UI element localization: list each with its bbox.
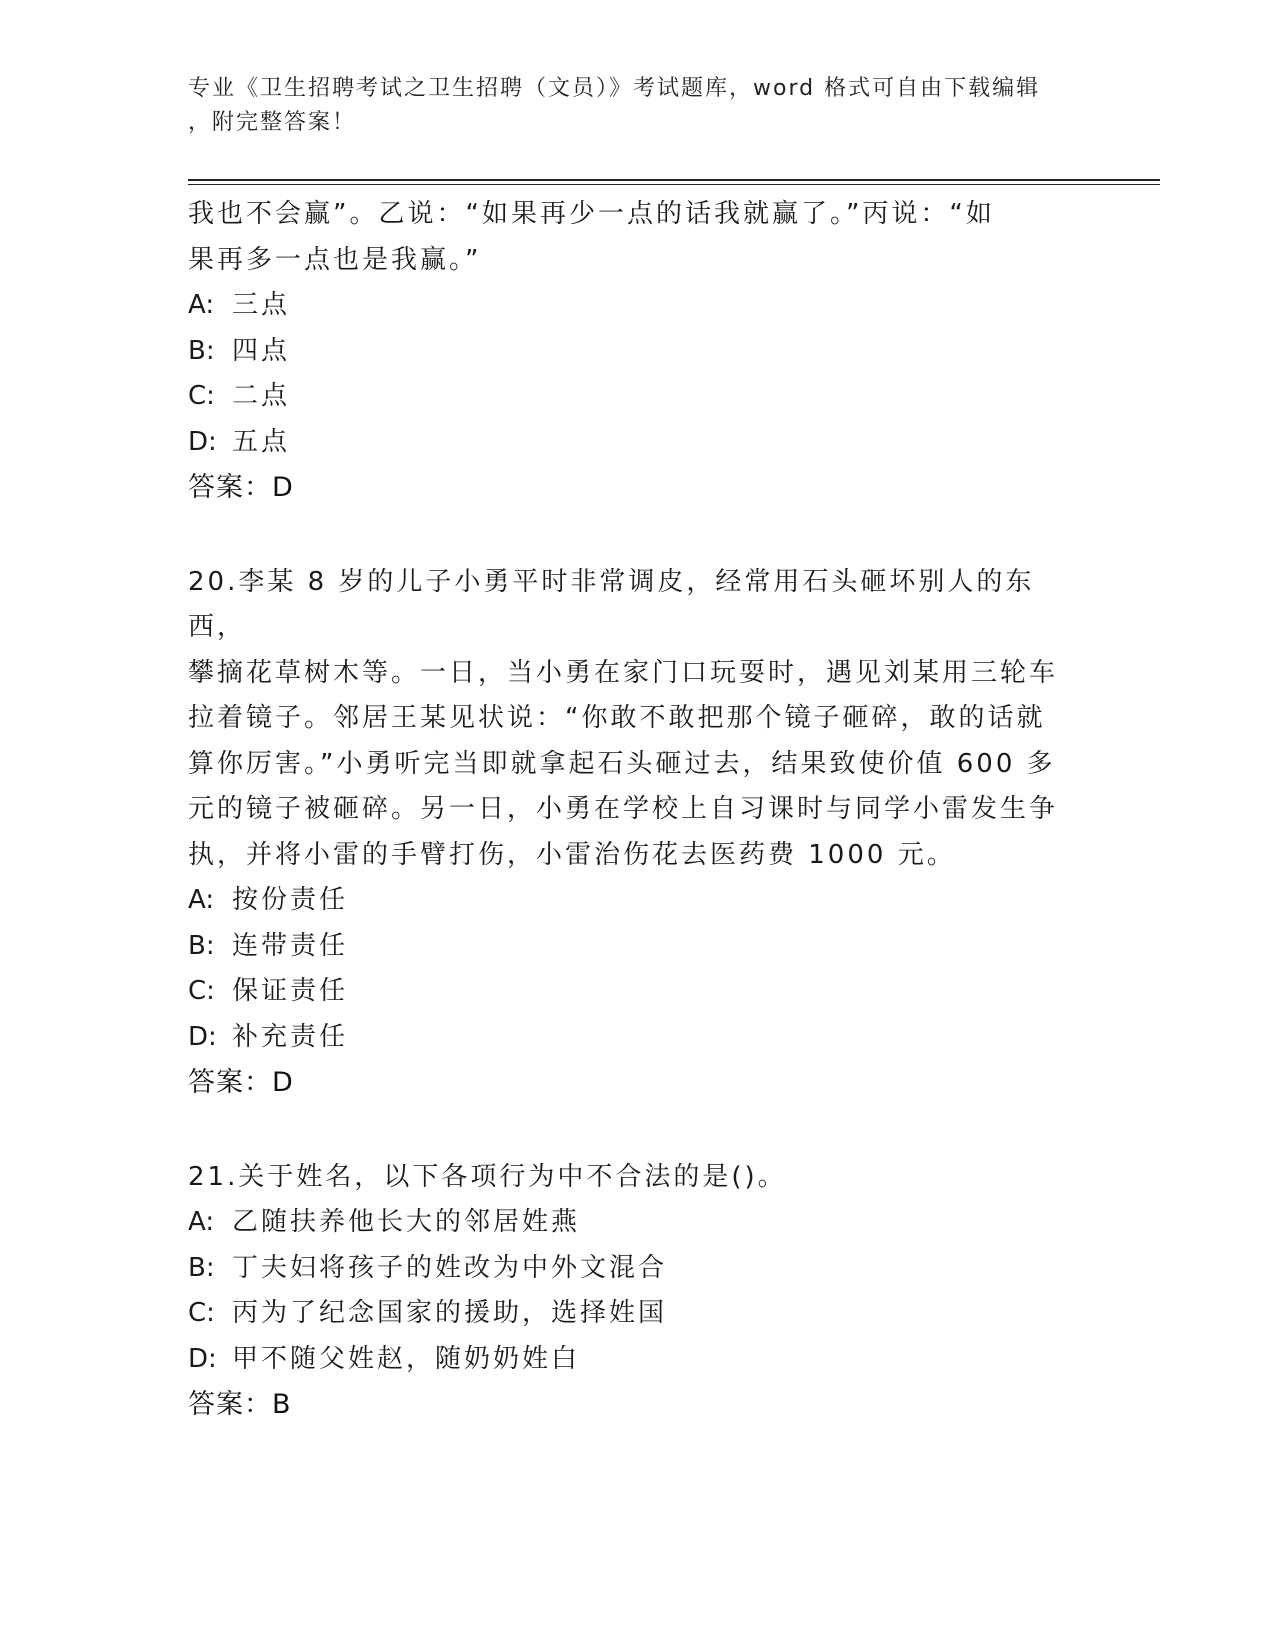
question-text-line: 果再多一点也是我赢。” (188, 244, 482, 275)
document-body (188, 188, 1068, 1428)
option-d (188, 1015, 1068, 1061)
answer-line: 答案：D (188, 472, 294, 503)
option-letter: B: (188, 335, 215, 366)
question-19 (188, 188, 1068, 511)
option-b (188, 1246, 1068, 1292)
option-c (188, 1291, 1068, 1337)
option-letter: C: (188, 381, 215, 411)
question-text-line: 21.关于姓名，以下各项行为中不合法的是()。 (188, 1161, 787, 1192)
option-letter: D: (188, 1343, 217, 1374)
option-text: 连带责任 (232, 930, 349, 961)
question-text-line: 20.李某 8 岁的儿子小勇平时非常调皮，经常用石头砸坏别人的东西， (188, 566, 1035, 642)
question-text-line: 攀摘花草树木等。一日，当小勇在家门口玩耍时，遇见刘某用三轮车 (188, 657, 1059, 688)
spacer (188, 1106, 1068, 1151)
answer-line: 答案：B (188, 1389, 292, 1420)
header-line-1: 专业《卫生招聘考试之卫生招聘（文员）》考试题库，word 格式可自由下载编辑 (188, 76, 1041, 101)
option-d (188, 420, 1068, 466)
option-text: 丁夫妇将孩子的姓改为中外文混合 (232, 1252, 668, 1283)
option-a (188, 1200, 1068, 1246)
document-header (188, 72, 1068, 140)
option-text: 乙随扶养他长大的邻居姓燕 (232, 1207, 581, 1237)
option-letter: C: (188, 1298, 215, 1328)
option-letter: A: (188, 290, 215, 320)
question-text-line: 我也不会赢”。乙说：“如果再少一点的话我就赢了。”丙说：“如 (188, 199, 995, 229)
option-letter: B: (188, 930, 215, 961)
option-b (188, 329, 1068, 375)
question-text-line: 执，并将小雷的手臂打伤，小雷治伤花去医药费 1000 元。 (188, 839, 956, 870)
question-text (188, 1151, 1068, 1201)
option-c (188, 374, 1068, 420)
option-text: 保证责任 (232, 976, 349, 1006)
option-letter: C: (188, 976, 215, 1006)
header-rule-thin (188, 184, 1160, 185)
option-d (188, 1337, 1068, 1383)
option-text: 丙为了纪念国家的援助，选择姓国 (232, 1298, 668, 1328)
question-text (188, 556, 1068, 879)
option-letter: D: (188, 1021, 217, 1052)
answer-line: 答案：D (188, 1067, 294, 1098)
spacer (188, 511, 1068, 556)
header-rule-thick (188, 179, 1160, 181)
option-text: 按份责任 (232, 885, 349, 915)
option-text: 甲不随父姓赵，随奶奶姓白 (232, 1343, 581, 1374)
option-c (188, 969, 1068, 1015)
option-b (188, 924, 1068, 970)
option-a (188, 283, 1068, 329)
option-text: 四点 (232, 335, 291, 366)
question-text-line: 拉着镜子。邻居王某见状说：“你敢不敢把那个镜子砸碎，敢的话就 (188, 703, 1046, 733)
question-text-line: 算你厉害。”小勇听完当即就拿起石头砸过去，结果致使价值 600 多 (188, 748, 1056, 779)
question-text-line: 元的镜子被砸碎。另一日，小勇在学校上自习课时与同学小雷发生争 (188, 794, 1059, 824)
question-21 (188, 1151, 1068, 1428)
option-text: 二点 (232, 381, 291, 411)
option-letter: D: (188, 426, 217, 457)
option-text: 三点 (232, 290, 291, 320)
option-a (188, 878, 1068, 924)
question-text (188, 188, 1068, 283)
question-20 (188, 556, 1068, 1106)
header-line-2: ，附完整答案！ (188, 110, 357, 135)
option-text: 五点 (232, 426, 291, 457)
option-letter: B: (188, 1252, 215, 1283)
option-text: 补充责任 (232, 1021, 349, 1052)
option-letter: A: (188, 1207, 215, 1237)
option-letter: A: (188, 885, 215, 915)
